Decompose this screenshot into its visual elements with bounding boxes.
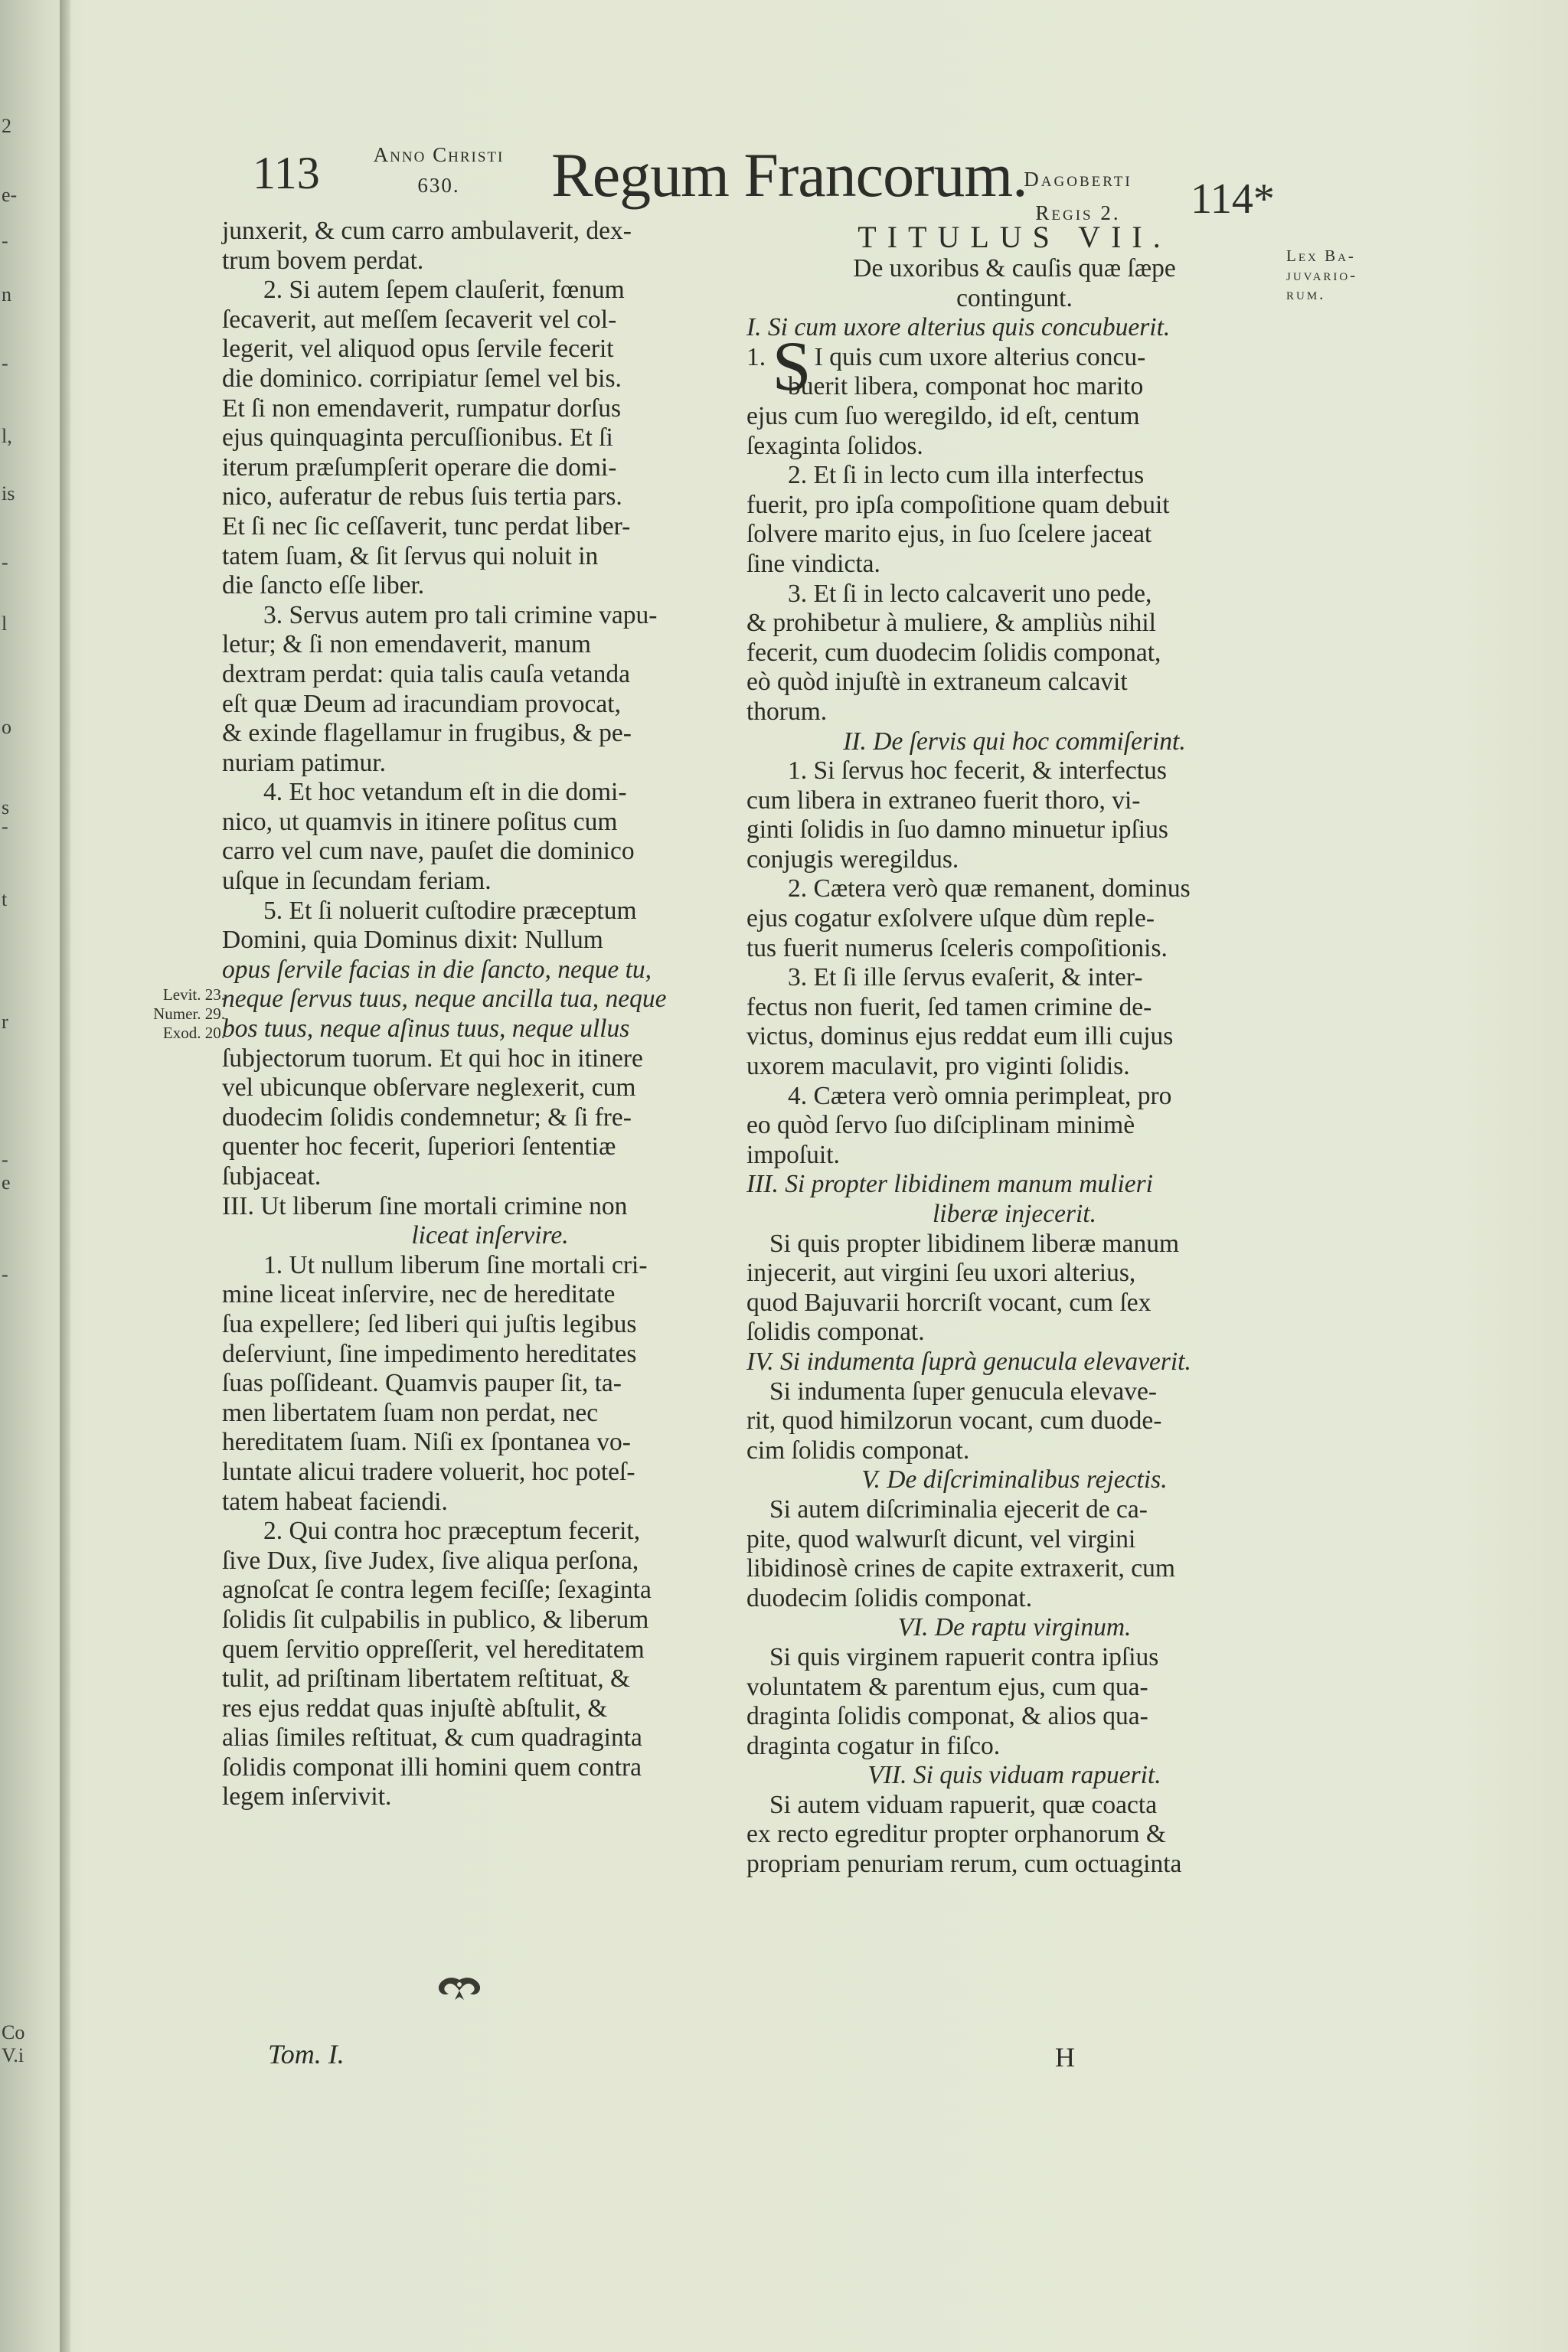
margin-fragment: s [2,796,10,818]
text-line: Domini, quia Dominus dixit: Nullum [222,926,603,955]
paragraph-number: 1. [746,342,773,371]
text-line: tus fuerit numerus ſceleris compoſitionis. [746,933,1168,962]
text-line: die dominico. corripiatur ſemel vel bis. [222,364,622,393]
text-line: res ejus reddat quas injuſtè abſtulit, & [222,1694,608,1723]
drop-capital: S [772,326,812,405]
text-line: 1. Ut nullum liberum ſine mortali cri- [263,1250,648,1279]
anno-line-2: 630. [417,174,460,197]
text-line: 2. Cætera verò quæ remanent, dominus [788,874,1191,903]
text-line: junxerit, & cum carro ambulaverit, dex- [222,217,632,245]
text-line: opus ſervile facias in die ſancto, neque tu, [222,955,652,984]
margin-fragment: Co [2,2021,25,2043]
text-line: luntate alicui tradere voluerit, hoc poteſ- [222,1457,635,1486]
text-line: 5. Et ſi noluerit cuſtodire præceptum [263,896,637,925]
margin-fragment: l [2,612,8,635]
left-column [222,217,758,1812]
page-gutter [60,0,70,2352]
text-line: iterum præſumpſerit operare die domi- [222,452,617,482]
fleuron-ornament-icon [429,1974,490,2004]
text-line: propriam penuriam rerum, cum octuaginta [746,1850,1182,1879]
text-line: Et ſi nec ſic ceſſaverit, tunc perdat liber- [222,511,631,541]
text-line: ſecaverit, aut meſſem ſecaverit vel col- [222,305,617,334]
anno-line-1: Anno Christi [373,143,505,166]
section-heading-line: V. De diſcriminalibus rejectis. [861,1465,1168,1494]
text-line: Et ſi non emendaverit, rumpatur dorſus [222,394,621,423]
margin-fragment: e [2,1171,11,1194]
text-line: duodecim ſolidis condemnetur; & ſi fre- [222,1102,632,1132]
text-line: 2. Si autem ſepem clauſerit, fœnum [263,276,625,305]
text-line: letur; & ſi non emendaverit, manum [222,630,591,659]
text-line: ſexaginta ſolidos. [746,431,923,460]
anno-christi [343,139,534,201]
dagoberti-line-1: Dagoberti [1024,168,1132,191]
text-line: Si autem viduam rapuerit, quæ coacta [769,1790,1158,1819]
text-line: 2. Et ſi in lecto cum illa interfectus [788,461,1145,490]
text-line: ſive Dux, ſive Judex, ſive aliqua perſona, [222,1546,639,1575]
text-line: agnoſcat ſe contra legem feciſſe; ſexaginta [222,1576,652,1605]
text-line: 3. Et ſi in lecto calcaverit uno pede, [788,579,1152,608]
text-line: draginta cogatur in fiſco. [746,1731,1001,1760]
text-line: 3. Servus autem pro tali crimine vapu- [263,600,658,629]
dagoberti-line-2: Regis 2. [1035,201,1121,224]
margin-fragment: t [2,888,8,910]
note-line: Exod. 20. [162,1024,225,1042]
text-line: ſolidis ſit culpabilis in publico, & liberum [222,1605,649,1634]
section-heading-line: liberæ injecerit. [933,1200,1096,1228]
note-line: Numer. 29. [153,1004,225,1023]
margin-fragment: - [2,230,8,252]
text-line: ſolvere marito ejus, in ſuo ſcelere jaceat [746,520,1152,549]
text-line: III. Si propter libidinem manum mulieri [746,1170,1153,1199]
text-line: pite, quod walwurſt dicunt, vel virgini [746,1524,1136,1553]
text-line: ejus quinquaginta percuſſionibus. Et ſi [222,423,613,452]
text-line: thorum. [746,697,828,726]
text-line: tatem habeat faciendi. [222,1487,448,1516]
text-line: men libertatem ſuam non perdat, nec [222,1398,599,1427]
text-line: & exinde flagellamur in frugibus, & pe- [222,719,632,748]
text-line: legem inſervivit. [222,1782,392,1811]
right-column [746,220,1282,1880]
section-heading-line: II. De ſervis qui hoc commiſerint. [843,727,1186,756]
text-line: quem ſervitio oppreſſerit, vel hereditatem [222,1635,645,1664]
titulus-subtitle: De uxoribus & cauſis quæ ſæpe [853,254,1176,283]
running-title: Regum Francorum. [551,140,1027,210]
text-line: mine liceat inſervire, nec de hereditate [222,1280,616,1309]
text-line: nico, auferatur de rebus ſuis tertia pars. [222,482,622,511]
text-line: 4. Et hoc vetandum eſt in die domi- [263,778,627,807]
text-line: nuriam patimur. [222,748,386,777]
margin-fragment: - [2,352,8,374]
text-line: conjugis weregildus. [746,844,959,874]
volume-mark: Tom. I. [268,2039,345,2069]
text-line: Si quis propter libidinem liberæ manum [769,1229,1180,1258]
text-line: eò quòd injuſtè in extraneum calcavit [746,668,1128,697]
text-line: Si quis virginem rapuerit contra ipſius [769,1642,1159,1671]
text-line: bos tuus, neque aſinus tuus, neque ullus [222,1014,630,1044]
text-line: legerit, vel aliquod opus ſervile fecerit [222,335,614,364]
margin-fragment: e- [2,184,18,206]
text-line: & prohibetur à muliere, & ampliùs nihil [746,609,1156,638]
titulus-subtitle: contingunt. [956,283,1073,312]
signature-mark: H [1055,2042,1075,2073]
margin-fragment: V.i [2,2044,24,2066]
text-line: libidinosè crines de capite extraxerit, cum [746,1554,1175,1583]
margin-fragment: l, [2,425,12,447]
margin-fragment: r [2,1011,8,1033]
page-number-right: 114* [1191,175,1275,223]
text-line: impoſuit. [746,1140,840,1169]
text-line: ex recto egreditur propter orphanorum & [746,1820,1166,1849]
text-line: eſt quæ Deum ad iracundiam provocat, [222,689,621,718]
text-line: neque ſervus tuus, neque ancilla tua, neque [222,985,667,1014]
line-text: I quis cum uxore alterius concu- [814,342,1146,371]
text-line: vel ubicunque obſervare neglexerit, cum [222,1073,636,1102]
margin-fragment: is [2,482,15,505]
previous-page-fragments [0,0,25,2352]
text-line: injecerit, aut virgini ſeu uxori alterius, [746,1259,1136,1288]
margin-fragment: - [2,1148,8,1171]
text-line: victus, dominus ejus reddat eum illi cujus [746,1022,1174,1051]
text-line: duodecim ſolidis componat. [746,1583,1033,1612]
text-line: die ſancto eſſe liber. [222,571,425,600]
text-line: 2. Qui contra hoc præceptum fecerit, [263,1517,641,1546]
titulus-heading: TITULUS VII. [858,220,1171,254]
text-line: ſubjectorum tuorum. Et qui hoc in itinere [222,1044,643,1073]
text-line: quod Bajuvarii horcriſt vocant, cum ſex [746,1288,1152,1317]
text-line: fecerit, cum duodecim ſolidis componat, [746,638,1161,667]
note-line: Lex Ba- [1286,247,1356,265]
note-line: rum. [1286,285,1326,303]
text-line: hereditatem ſuam. Niſi ex ſpontanea vo- [222,1428,631,1457]
margin-fragment: - [2,1263,8,1285]
text-line: ſolidis componat illi homini quem contra [222,1753,642,1782]
text-line: eo quòd ſervo ſuo diſciplinam minimè [746,1111,1135,1140]
text-line: trum bovem perdat. [222,246,424,275]
text-line: ſubjaceat. [222,1162,322,1191]
note-line: juvario- [1286,266,1358,284]
text-line: carro vel cum nave, pauſet die dominico [222,837,635,866]
text-line: voluntatem & parentum ejus, cum qua- [746,1672,1148,1701]
text-line: uſque in ſecundam feriam. [222,867,492,896]
text-line: III. Ut liberum ſine mortali crimine non [222,1191,628,1220]
text-line: quenter hoc fecerit, ſuperiori ſententiæ [222,1132,616,1161]
note-line: Levit. 23. [162,985,225,1004]
text-line: ejus cum ſuo weregildo, id eſt, centum [746,401,1140,430]
section-heading-line: VII. Si quis viduam rapuerit. [867,1761,1161,1790]
marginal-note-right [1286,247,1401,304]
text-line: tulit, ad priſtinam libertatem reſtituat, & [222,1664,631,1694]
text-line: ſua expellere; ſed liberi qui juſtis legibus [222,1309,637,1338]
text-line: 4. Cætera verò omnia perimpleat, pro [788,1081,1172,1110]
margin-fragment: - [2,551,8,573]
margin-fragment: - [2,815,8,838]
text-line: I. Si cum uxore alterius quis concubuerit. [746,313,1171,342]
page-number-left: 113 [253,148,320,198]
text-line: 1. Si ſervus hoc fecerit, & interfectus [788,756,1167,786]
marginal-note-left [121,985,225,1043]
margin-fragment: 2 [2,115,11,137]
text-line: rit, quod himilzorun vocant, cum duode- [746,1406,1162,1436]
text-line: ſolidis componat. [746,1318,925,1347]
text-line: cum libera in extraneo fuerit thoro, vi- [746,786,1141,815]
text-line: ſine vindicta. [746,549,880,578]
text-line: alias ſimiles reſtituat, & cum quadraginta [222,1723,642,1753]
text-line: cim ſolidis componat. [746,1436,970,1465]
right-column-body [746,313,1282,1879]
text-line: Si autem diſcriminalia ejecerit de ca- [769,1494,1148,1524]
text-line: fectus non fuerit, ſed tamen crimine de- [746,992,1152,1021]
margin-fragment: o [2,716,11,738]
text-line: tatem ſuam, & ſit ſervus qui noluit in [222,541,599,570]
section-heading-line: VI. De raptu virginum. [897,1613,1132,1642]
text-line: draginta ſolidis componat, & alios qua- [746,1702,1148,1731]
text-line: nico, ut quamvis in itinere poſitus cum [222,807,618,836]
margin-fragment: n [2,283,11,305]
text-line: buerit libera, componat hoc marito [788,372,1144,401]
text-line: fuerit, pro ipſa compoſitione quam debuit [746,490,1170,519]
text-line: ſuas poſſideant. Quamvis pauper ſit, ta- [222,1369,622,1398]
text-line: ginti ſolidis in ſuo damno minuetur ipſius [746,815,1168,844]
text-line: uxorem maculavit, pro viginti ſolidis. [746,1052,1130,1081]
text-line: deſerviunt, ſine impedimento hereditates [222,1339,637,1368]
text-line: Si indumenta ſuper genucula elevave- [769,1377,1158,1406]
text-line: IV. Si indumenta ſuprà genucula elevaverit. [746,1347,1191,1376]
text-line: dextram perdat: quia talis cauſa vetanda [222,659,630,688]
text-line: ejus cogatur exſolvere uſque dùm reple- [746,904,1155,933]
section-heading-line: liceat inſervire. [411,1221,569,1250]
text-line: 3. Et ſi ille ſervus evaſerit, & inter- [788,963,1143,992]
